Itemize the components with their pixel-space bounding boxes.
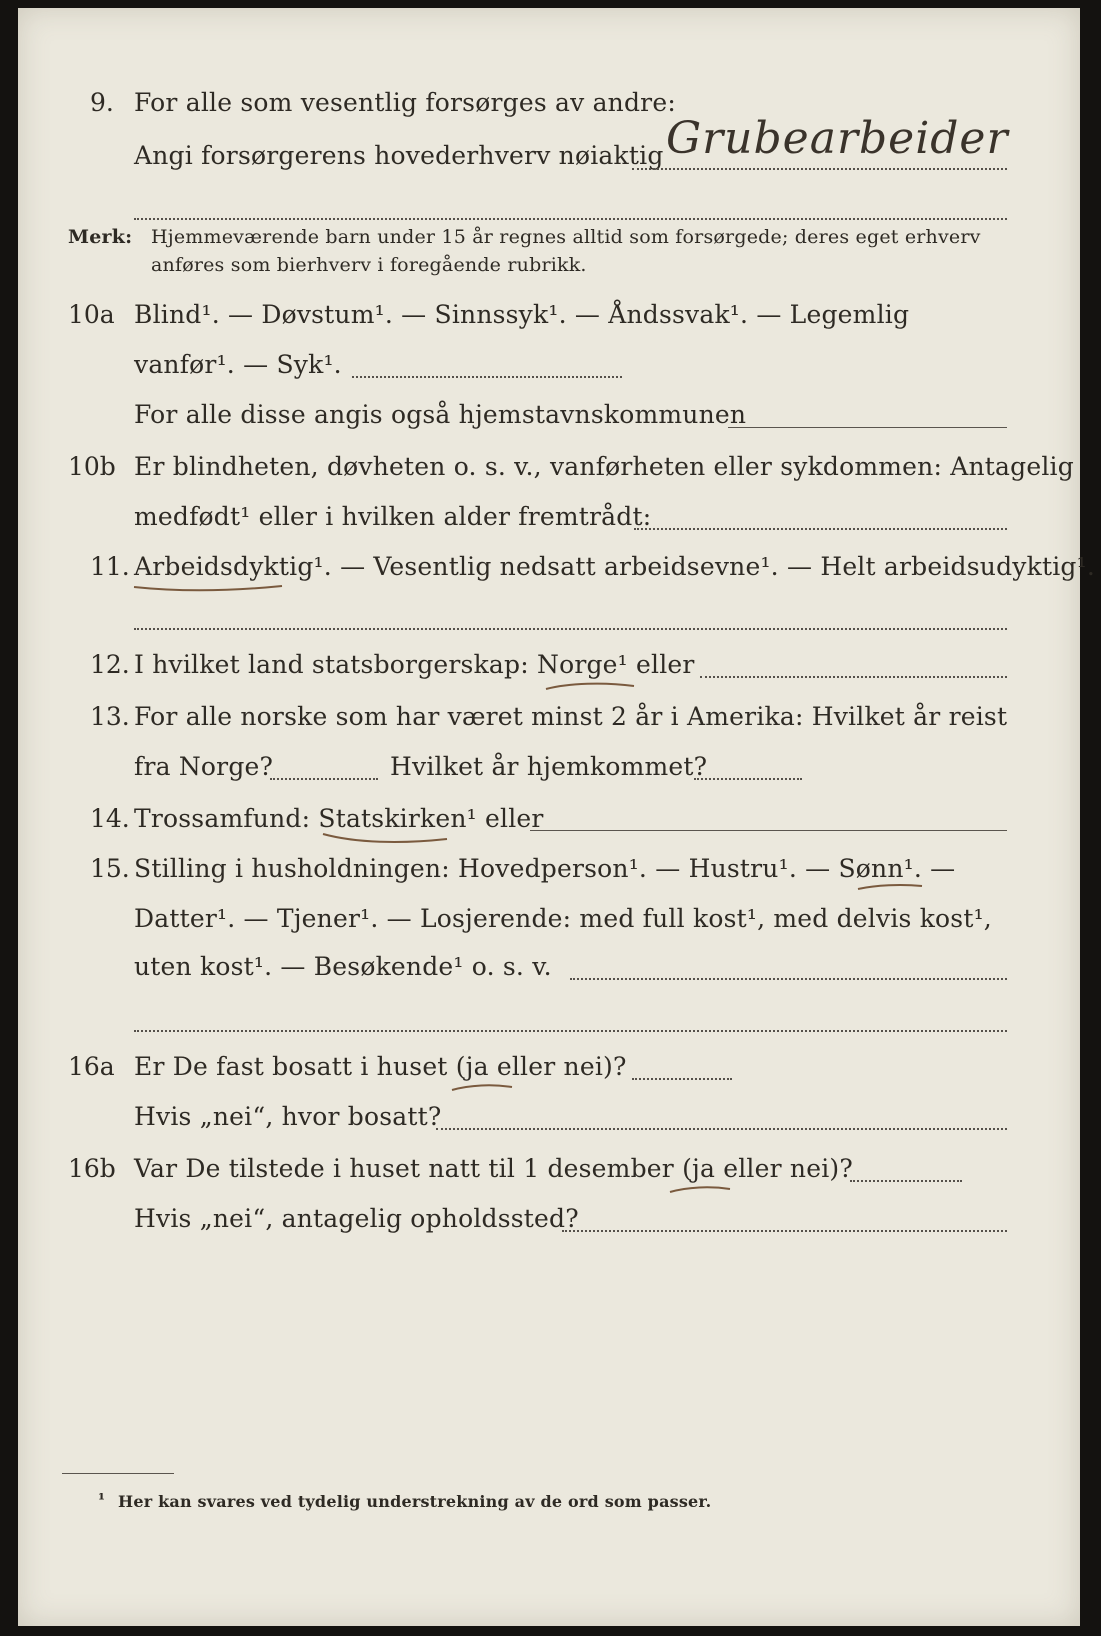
q15-extra-line [134,1030,1007,1032]
q16a-line1: Er De fast bosatt i huset (ja eller nei)? [134,1052,627,1081]
q13-reist-line [270,778,378,780]
census-form-page [18,8,1095,1626]
q10a-line3: For alle disse angis også hjemstavnskommunen [134,400,747,429]
q13-hjemkommet-line [694,778,802,780]
q10a-syk-line [352,376,622,378]
q9-extra-line [134,218,1007,220]
q10b-line2: medfødt¹ eller i hvilken alder fremtrådt: [134,502,652,531]
q16a-bosatt-line [436,1128,1007,1130]
q13-line2a: fra Norge? [134,752,274,781]
q16b-number: 16b [68,1154,116,1183]
footnote-text: Her kan svares ved tydelig understrekning av de ord som passer. [118,1492,712,1511]
merk-line1: Hjemmeværende barn under 15 år regnes alltid som forsørgede; deres eget erhverv [151,226,981,248]
q10a-line2: vanfør¹. — Syk¹. [134,350,342,379]
q11-number: 11. [90,552,130,581]
q16b-answer-line [850,1180,962,1182]
q16b-line1: Var De tilstede i huset natt til 1 desember (ja eller nei)? [134,1154,853,1183]
q9-line2: Angi forsørgerens hovederhverv nøiaktig [134,141,664,170]
q10a-line1: Blind¹. — Døvstum¹. — Sinnssyk¹. — Åndssvak¹. — Legemlig [134,300,910,329]
footnote-rule [62,1473,174,1474]
q13-line1: For alle norske som har været minst 2 år i Amerika: Hvilket år reist [134,702,1008,731]
q15-answer-line [570,978,1007,980]
q16a-answer-line [632,1078,732,1080]
q16b-pencil-underline [668,1184,734,1196]
q13-number: 13. [90,702,130,731]
q11-extra-line [134,628,1007,630]
q14-answer-line [530,830,1007,831]
q14-number: 14. [90,804,130,833]
q10b-number: 10b [68,452,116,481]
q12-line1: I hvilket land statsborgerskap: Norge¹ eller [134,650,695,679]
q9-handwritten-answer: Grubearbeider [666,113,1009,164]
q15-line1: Stilling i husholdningen: Hovedperson¹. — Hustru¹. — Sønn¹. — [134,854,956,883]
q10b-line1: Er blindheten, døvheten o. s. v., vanførheten eller sykdommen: Antagelig [134,452,1074,481]
q11-pencil-underline [132,582,292,596]
q9-line1: For alle som vesentlig forsørges av andre: [134,88,676,117]
q14-pencil-underline [321,830,451,846]
q10a-number: 10a [68,300,115,329]
footnote-mark: ¹ [98,1490,106,1509]
q14-line1: Trossamfund: Statskirken¹ eller [134,804,544,833]
q12-answer-line [700,676,1007,678]
q13-line2b: Hvilket år hjemkommet? [390,752,708,781]
q16b-line2: Hvis „nei“, antagelig opholdssted? [134,1204,579,1233]
q16b-opholdssted-line [562,1230,1007,1232]
q15-pencil-underline [856,882,928,894]
merk-line2: anføres som bierhverv i foregående rubrikk. [151,254,587,276]
q9-number: 9. [90,88,114,117]
q16a-line2: Hvis „nei“, hvor bosatt? [134,1102,442,1131]
q12-pencil-underline [544,680,640,694]
q12-number: 12. [90,650,130,679]
q15-line3: uten kost¹. — Besøkende¹ o. s. v. [134,952,552,981]
q9-answer-line [632,168,1007,170]
q15-number: 15. [90,854,130,883]
q10a-kommune-line [728,427,1007,428]
q11-line1: Arbeidsdyktig¹. — Vesentlig nedsatt arbeidsevne¹. — Helt arbeidsudyktig¹. [134,552,1095,581]
merk-label: Merk: [68,226,133,248]
q16a-pencil-underline [450,1082,516,1094]
q15-line2: Datter¹. — Tjener¹. — Losjerende: med full kost¹, med delvis kost¹, [134,904,992,933]
q16a-number: 16a [68,1052,115,1081]
q10b-answer-line [634,528,1007,530]
